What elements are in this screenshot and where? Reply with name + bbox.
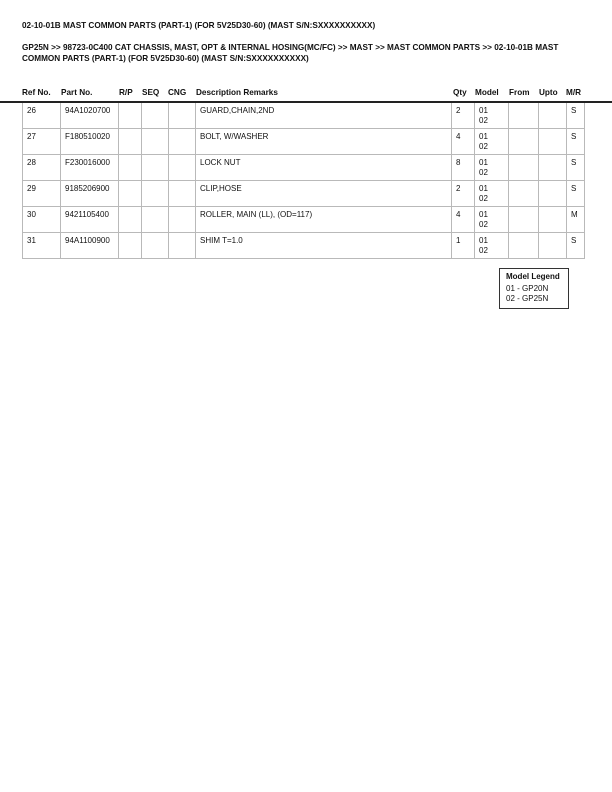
cell-upto (539, 181, 567, 207)
legend-item: 01 - GP20N (506, 284, 549, 293)
cell-ref-no: 29 (23, 181, 61, 207)
cell-description: SHIM T=1.0 (196, 233, 452, 259)
cell-ref-no: 26 (23, 103, 61, 129)
cell-model (475, 207, 509, 233)
model-code: 01 (479, 210, 488, 219)
cell-seq (142, 155, 169, 181)
cell-part-no: 94A1100900 (61, 233, 119, 259)
breadcrumb: GP25N >> 98723-0C400 CAT CHASSIS, MAST, OPT & INTERNAL HOSING(MC/FC) >> MAST >> MAST COMMON PARTS >> 02-10-01B MAST COMMON PARTS (PART-1) (FOR 5V25D30-60) (MAST S/N:SXXXXXXXXXX) (22, 43, 559, 63)
header-upto: Upto (539, 88, 558, 97)
cell-part-no: 94A1020700 (61, 103, 119, 129)
cell-mr: M (567, 207, 585, 233)
cell-cng (169, 155, 196, 181)
header-cng: CNG (168, 88, 187, 97)
cell-qty: 4 (452, 207, 475, 233)
model-code: 01 (479, 106, 488, 115)
cell-seq (142, 129, 169, 155)
header-part-no: Part No. (61, 88, 93, 97)
cell-rp (119, 233, 142, 259)
page-title: 02-10-01B MAST COMMON PARTS (PART-1) (FOR 5V25D30-60) (MAST S/N:SXXXXXXXXXX) (22, 21, 376, 30)
cell-from (509, 181, 539, 207)
cell-upto (539, 129, 567, 155)
cell-part-no: 9421105400 (61, 207, 119, 233)
cell-mr: S (567, 233, 585, 259)
cell-description: BOLT, W/WASHER (196, 129, 452, 155)
model-code: 01 (479, 158, 488, 167)
header-description: Description Remarks (196, 88, 278, 97)
legend-title: Model Legend (506, 272, 560, 281)
cell-part-no: F180510020 (61, 129, 119, 155)
cell-qty: 1 (452, 233, 475, 259)
cell-mr: S (567, 155, 585, 181)
cell-mr: S (567, 181, 585, 207)
model-legend (499, 268, 569, 309)
header-qty: Qty (453, 88, 467, 97)
table-row (23, 207, 585, 233)
cell-ref-no: 28 (23, 155, 61, 181)
cell-model (475, 181, 509, 207)
cell-description: GUARD,CHAIN,2ND (196, 103, 452, 129)
model-code: 02 (479, 246, 488, 255)
cell-part-no: F230016000 (61, 155, 119, 181)
cell-rp (119, 207, 142, 233)
cell-model (475, 155, 509, 181)
cell-qty: 2 (452, 181, 475, 207)
cell-upto (539, 155, 567, 181)
cell-model (475, 129, 509, 155)
cell-part-no: 9185206900 (61, 181, 119, 207)
header-from: From (509, 88, 530, 97)
cell-cng (169, 129, 196, 155)
cell-qty: 2 (452, 103, 475, 129)
cell-upto (539, 207, 567, 233)
model-code: 02 (479, 142, 488, 151)
table-row (23, 181, 585, 207)
cell-from (509, 207, 539, 233)
model-code: 02 (479, 194, 488, 203)
model-code: 02 (479, 220, 488, 229)
cell-seq (142, 181, 169, 207)
cell-cng (169, 233, 196, 259)
cell-model (475, 103, 509, 129)
model-code: 01 (479, 132, 488, 141)
header-ref-no: Ref No. (22, 88, 51, 97)
cell-cng (169, 181, 196, 207)
cell-mr: S (567, 129, 585, 155)
cell-cng (169, 207, 196, 233)
cell-qty: 8 (452, 155, 475, 181)
cell-rp (119, 103, 142, 129)
cell-upto (539, 233, 567, 259)
cell-rp (119, 181, 142, 207)
cell-qty: 4 (452, 129, 475, 155)
table-row (23, 155, 585, 181)
cell-mr: S (567, 103, 585, 129)
cell-description: ROLLER, MAIN (LL), (OD=117) (196, 207, 452, 233)
cell-rp (119, 129, 142, 155)
legend-item: 02 - GP25N (506, 294, 549, 303)
model-code: 02 (479, 116, 488, 125)
table-row (23, 233, 585, 259)
parts-table (22, 103, 585, 259)
header-mr: M/R (566, 88, 582, 97)
header-seq: SEQ (142, 88, 160, 97)
cell-from (509, 103, 539, 129)
cell-from (509, 233, 539, 259)
cell-seq (142, 233, 169, 259)
cell-seq (142, 207, 169, 233)
header-rp: R/P (119, 88, 133, 97)
cell-model (475, 233, 509, 259)
model-code: 01 (479, 184, 488, 193)
cell-from (509, 129, 539, 155)
cell-ref-no: 31 (23, 233, 61, 259)
cell-description: CLIP,HOSE (196, 181, 452, 207)
cell-seq (142, 103, 169, 129)
model-code: 01 (479, 236, 488, 245)
cell-ref-no: 30 (23, 207, 61, 233)
cell-rp (119, 155, 142, 181)
cell-upto (539, 103, 567, 129)
cell-description: LOCK NUT (196, 155, 452, 181)
cell-cng (169, 103, 196, 129)
cell-from (509, 155, 539, 181)
model-code: 02 (479, 168, 488, 177)
cell-ref-no: 27 (23, 129, 61, 155)
table-row (23, 103, 585, 129)
header-model: Model (475, 88, 499, 97)
table-row (23, 129, 585, 155)
